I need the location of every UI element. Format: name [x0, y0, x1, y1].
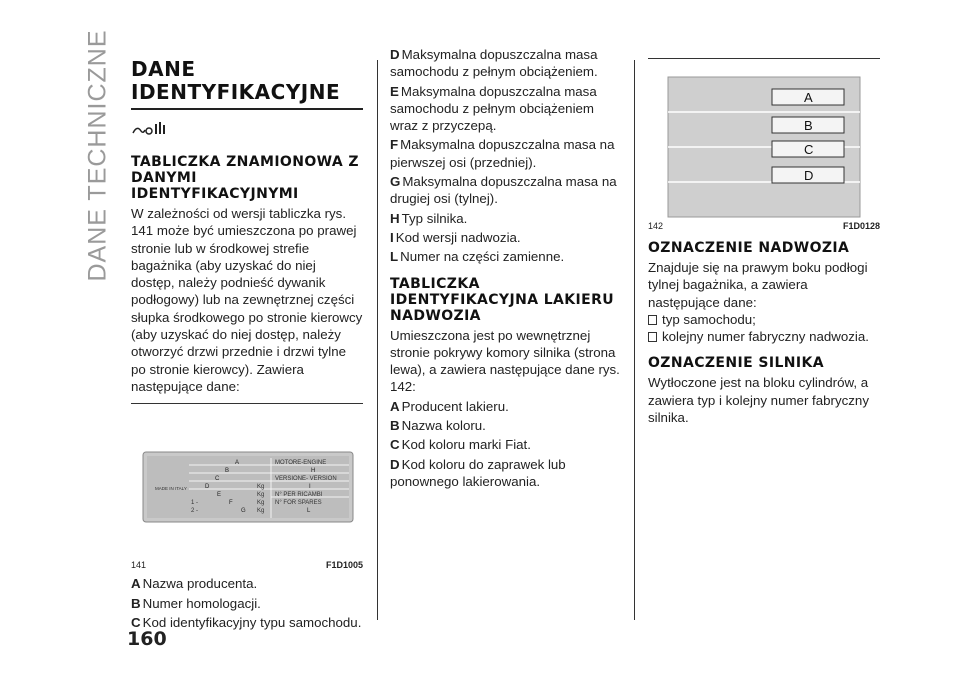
- paint-plate-label-d: D: [804, 168, 814, 183]
- list-item: typ samochodu;: [648, 311, 880, 328]
- plate-legend-list-continued: [390, 46, 622, 266]
- plate-kg-label: Kg: [257, 500, 265, 507]
- paint-plate-label-a: A: [804, 90, 813, 105]
- list-item: A Nazwa producenta.: [131, 576, 258, 592]
- figure-number: 142: [648, 221, 664, 231]
- heading-engine-marking: OZNACZENIE SILNIKA: [648, 355, 824, 372]
- column-2: [390, 44, 622, 490]
- paint-plate-description: Umieszczona jest po wewnętrznej stronie pokrywy komory silnika (strona lewa), a zawiera następujące dane rys. 142:: [390, 327, 620, 395]
- list-item: E Maksymalna dopuszczalna masa samochodu z pełnym obciążeniem wraz z przyczepą.: [390, 83, 597, 134]
- section-heading-identification: DANE IDENTYFIKACYJNE: [131, 58, 363, 110]
- plate-letter-a: A: [235, 460, 240, 467]
- paint-plate-diagram: [648, 75, 880, 225]
- column-divider: [634, 60, 635, 620]
- figure-141: [131, 403, 363, 571]
- plate-letter-c: C: [215, 476, 220, 483]
- plate-made-in-label: MADE IN ITALY: [155, 486, 187, 492]
- checkbox-bullet-icon: [648, 332, 657, 342]
- plate-legend-list: [131, 575, 363, 631]
- plate-letter-d: D: [205, 484, 210, 491]
- plate-kg-label: Kg: [257, 484, 265, 491]
- plate-letter-f: F: [229, 500, 233, 507]
- list-item: C Kod identyfikacyjny typu samochodu.: [131, 614, 362, 630]
- plate-version-label: VERSIONE- VERSION: [275, 476, 337, 483]
- figure-142: [648, 58, 880, 231]
- body-marking-description: Znajduje się na prawym boku podłogi tylnej bagażnika, a zawiera następujące dane:: [648, 260, 868, 310]
- figure-142-caption: [648, 221, 880, 231]
- column-divider: [377, 60, 378, 620]
- plate-axle-2-label: 2 -: [191, 508, 199, 515]
- plate-kg-label: Kg: [257, 492, 265, 499]
- plate-letter-b: B: [225, 468, 230, 475]
- sub-heading-paint-plate: TABLICZKA IDENTYFIKACYJNA LAKIERU NADWOZIA: [390, 275, 615, 324]
- list-item: G Maksymalna dopuszczalna masa na drugiej osi (tylnej).: [390, 174, 617, 207]
- plate-letter-g: G: [241, 508, 246, 515]
- engine-marking-description: Wytłoczone jest na bloku cylindrów, a zawiera typ i kolejny numer fabryczny silnika.: [648, 375, 869, 426]
- plate-kg-label: Kg: [257, 508, 265, 515]
- list-item: C Kod koloru marki Fiat.: [390, 437, 531, 453]
- list-item: B Nazwa koloru.: [390, 418, 486, 434]
- paint-plate-legend-list: [390, 398, 622, 490]
- figure-141-caption: [131, 560, 363, 570]
- list-item: D Maksymalna dopuszczalna masa samochodu z pełnym obciążeniem.: [390, 47, 598, 80]
- list-item: L Numer na części zamienne.: [390, 249, 565, 265]
- list-item: H Typ silnika.: [390, 210, 468, 226]
- list-item: I Kod wersji nadwozia.: [390, 229, 521, 245]
- figure-code: F1D0128: [842, 221, 880, 231]
- heading-body-marking: OZNACZENIE NADWOZIA: [648, 240, 850, 256]
- sub-heading-vin-plate: TABLICZKA ZNAMIONOWA Z DANYMI IDENTYFIKACYJNYMI: [131, 154, 359, 202]
- column-1: [131, 58, 363, 631]
- list-item: D Kod koloru do zaprawek lub ponownego lakierowania.: [390, 456, 566, 489]
- column-3: [648, 58, 880, 426]
- tools-icon: [131, 121, 169, 137]
- paint-plate-label-b: B: [804, 118, 813, 133]
- plate-letter-h: H: [311, 468, 316, 475]
- figure-code: F1D1005: [325, 560, 363, 571]
- plate-axle-1-label: 1 -: [191, 500, 199, 507]
- plate-engine-label: MOTORE-ENGINE: [275, 460, 327, 467]
- list-item: F Maksymalna dopuszczalna masa na pierwszej osi (przedniej).: [390, 137, 615, 170]
- plate-spares-label-it: N° PER RICAMBI: [275, 492, 323, 499]
- plate-spares-label-en: N° FOR SPARES: [275, 500, 322, 507]
- list-item: B Numer homologacji.: [131, 595, 261, 611]
- section-side-tab: [80, 28, 116, 282]
- plate-letter-l: L: [307, 508, 311, 515]
- plate-letter-i: I: [309, 484, 311, 491]
- list-item: A Producent lakieru.: [390, 398, 509, 414]
- figure-number: 141: [131, 560, 147, 571]
- identification-plate-diagram: [131, 412, 363, 552]
- checkbox-bullet-icon: [648, 315, 657, 325]
- section-side-tab-label: DANE TECHNICZNE: [83, 28, 112, 282]
- vin-plate-description: W zależności od wersji tabliczka rys. 141 może być umieszczona po prawej stronie lub w środkowej strefie bagażnika (aby uzyskać do niej dostęp, należy podnieść dywanik podłogowy) lub na zewnętrznej części słupka środkowego po stronie kierowcy (aby uzyskać do niej dostęp, należy otworzyć drzwi przednie i drzwi tylne po stronie kierowcy). Zawiera następujące dane:: [131, 206, 363, 394]
- plate-letter-e: E: [217, 492, 222, 499]
- list-item: kolejny numer fabryczny nadwozia.: [648, 328, 880, 345]
- paint-plate-label-c: C: [804, 142, 814, 157]
- page-number: 160: [127, 628, 167, 650]
